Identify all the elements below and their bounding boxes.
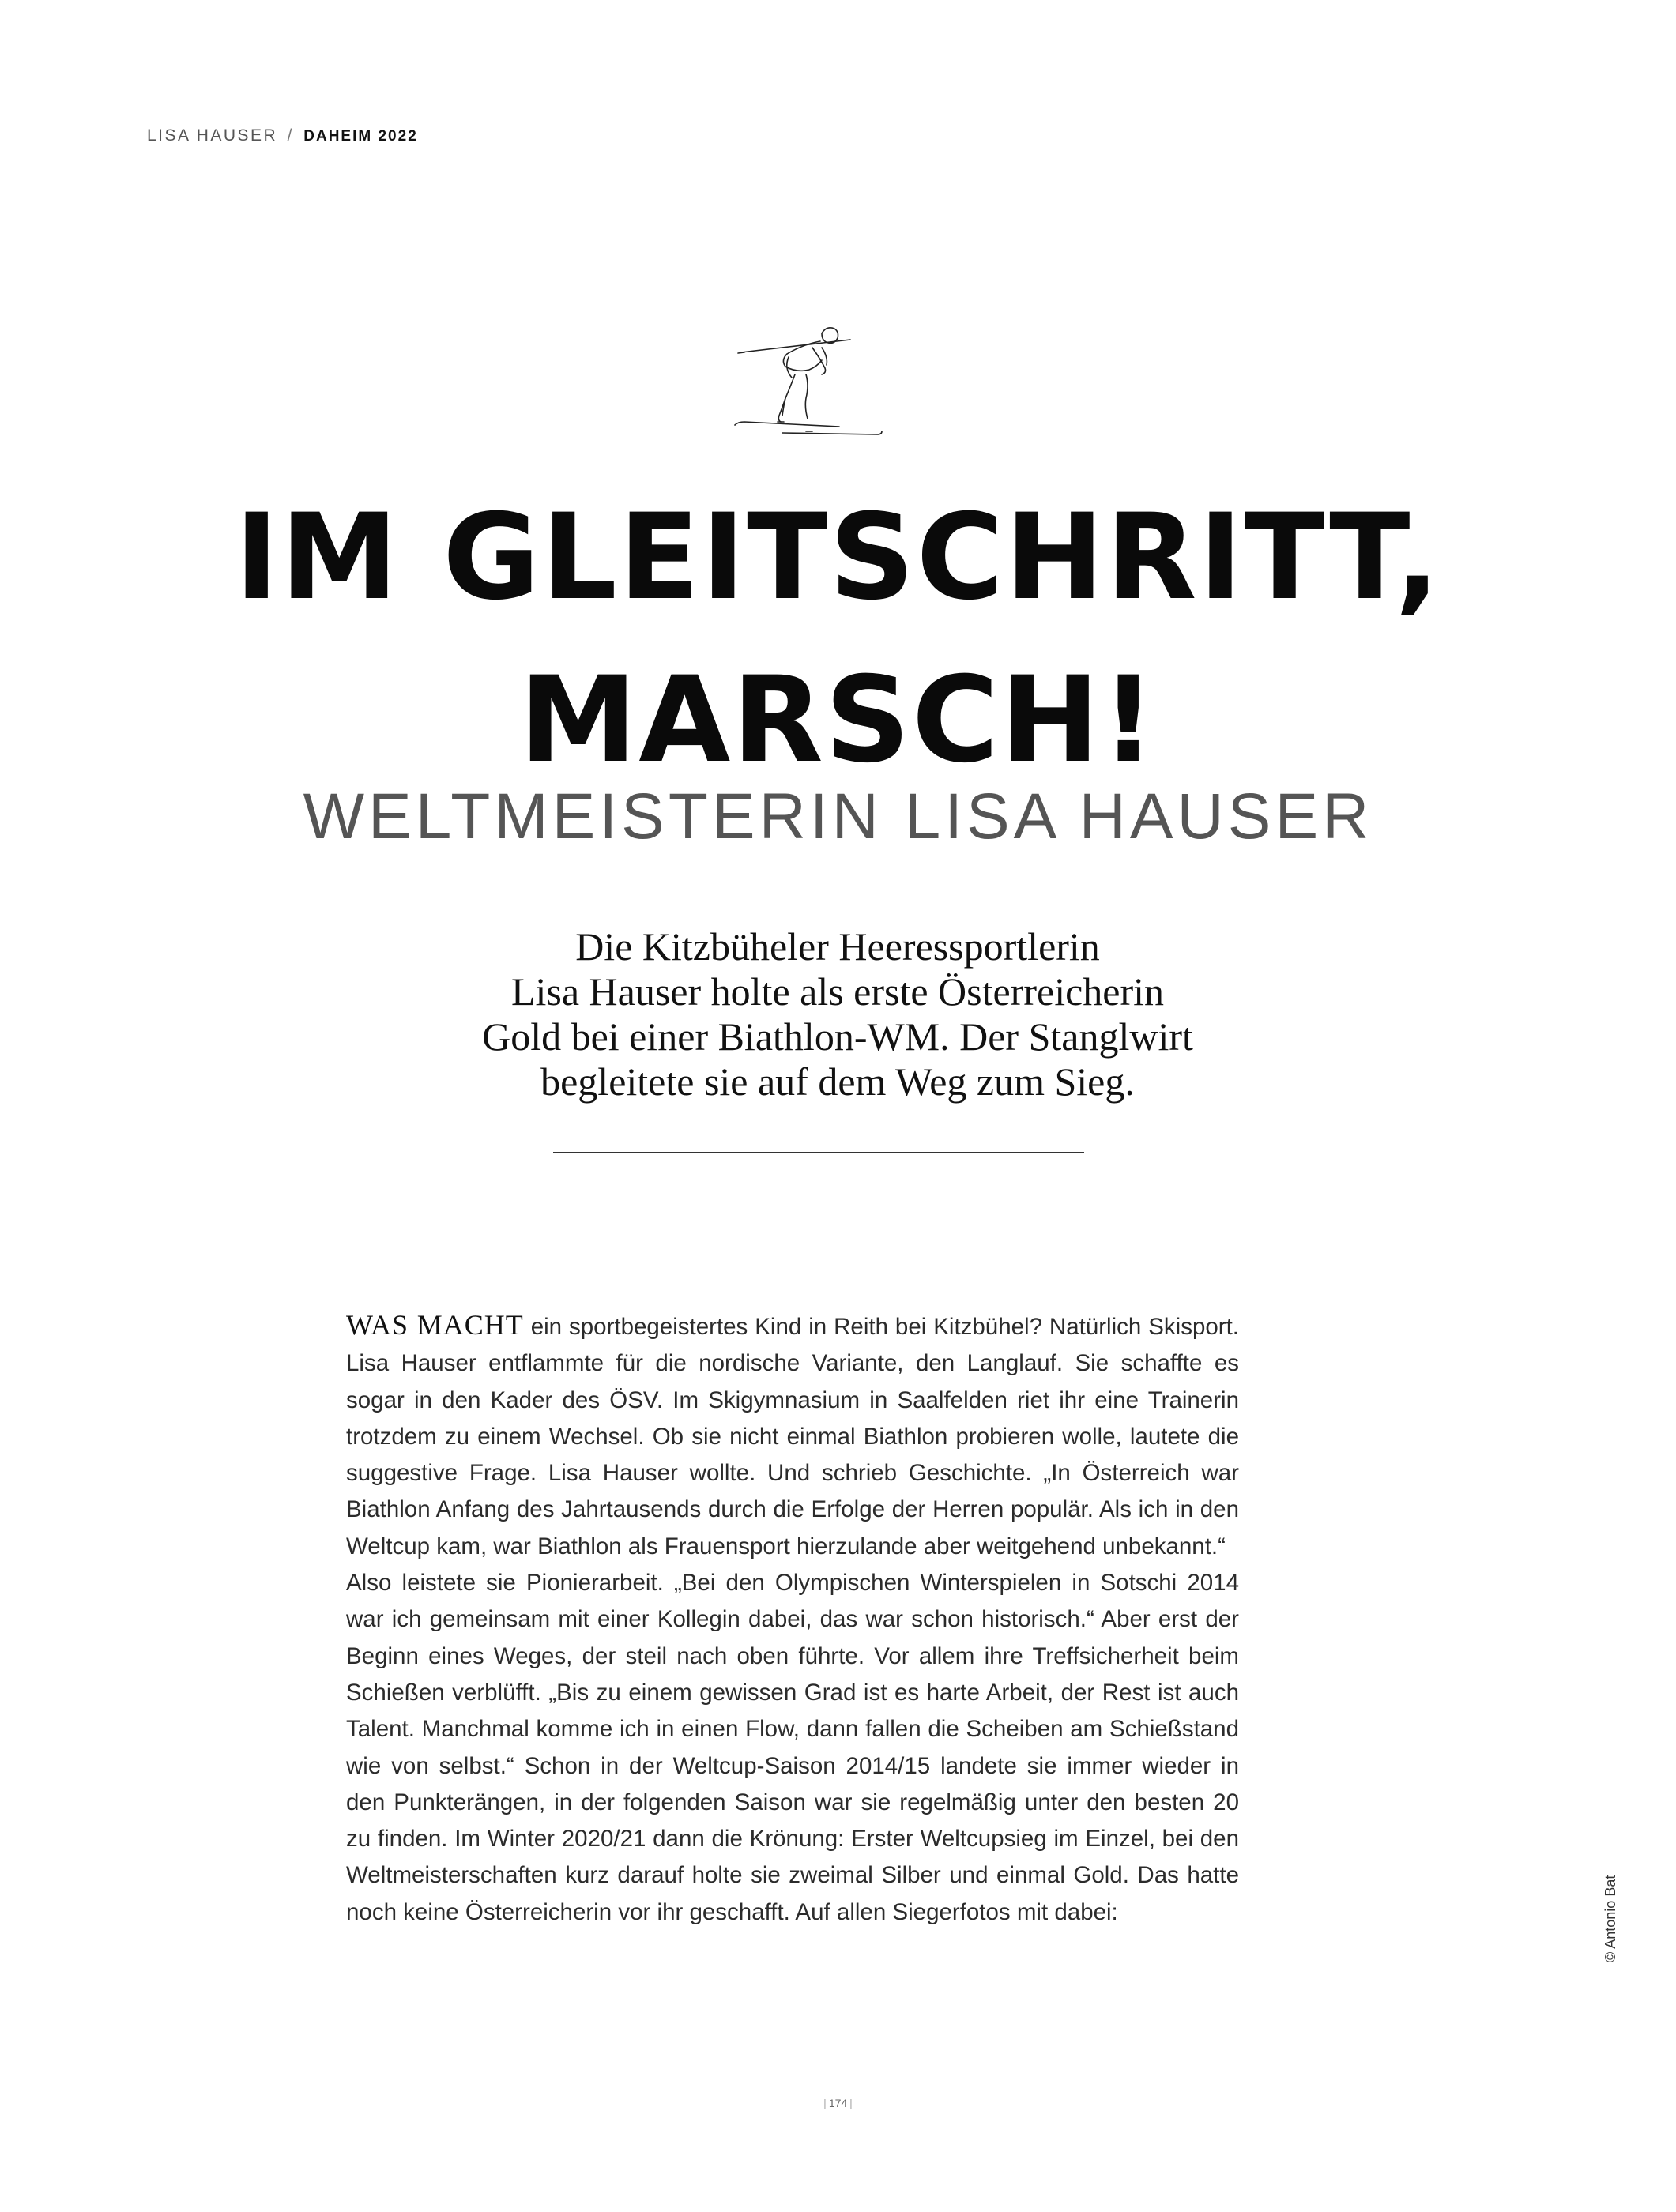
lead-line: begleitete sie auf dem Weg zum Sieg. [540, 1059, 1135, 1104]
biathlete-icon [733, 316, 883, 442]
body-paragraph-1-text: ein sportbegeistertes Kind in Reith bei Kitzbühel? Natürlich Skisport. Lisa Hauser entflammte für die nordische Variante, den Langlauf. Sie schaffte es sogar in den Kader des ÖSV. Im Skigymnasium in Saalfelden riet ihr eine Trainerin trotzdem zu einem Wechsel. Ob sie nicht einmal Biathlon probieren wolle, lautete die suggestive Frage. Lisa Hauser wollte. Und schrieb Geschichte. „In Österreich war Biathlon Anfang des Jahrtausends durch die Erfolge der Herren populär. Als ich in den Weltcup kam, war Biathlon als Frauensport hierzulande aber weitgehend unbekannt.“ [346, 1314, 1240, 1559]
page-number: | 174 | [823, 2097, 853, 2109]
article-lead [363, 924, 1312, 1104]
lead-line: Gold bei einer Biathlon-WM. Der Stanglwirt [482, 1014, 1193, 1059]
running-head [147, 126, 418, 145]
photo-credit: © Antonio Bat [1603, 1875, 1618, 1962]
article-subtitle: WELTMEISTERIN LISA HAUSER [303, 781, 1373, 852]
body-paragraph [346, 1307, 1239, 1565]
running-head-separator: / [287, 126, 294, 145]
lead-line: Die Kitzbüheler Heeressportlerin [575, 924, 1100, 969]
divider-rule [553, 1152, 1084, 1153]
lead-line: Lisa Hauser holte als erste Österreicherin [510, 969, 1165, 1014]
article-title-line-2: MARSCH! [519, 652, 1157, 789]
body-lead-in: WAS MACHT [346, 1309, 524, 1341]
article-body [346, 1307, 1239, 1931]
running-head-publication: DAHEIM 2022 [303, 128, 418, 145]
page-number-value: 174 [828, 2097, 848, 2109]
running-head-author: LISA HAUSER [147, 126, 278, 145]
body-paragraph: Also leistete sie Pionierarbeit. „Bei den Olympischen Winterspielen in Sotschi 2014 war ich gemeinsam mit einer Kollegin dabei, das war schon historisch.“ Aber erst der Beginn eines Weges, der steil nach oben führte. Vor allem ihre Treffsicherheit beim Schießen verblüfft. „Bis zu einem gewissen Grad ist es harte Arbeit, der Rest ist auch Talent. Manchmal komme ich in einen Flow, dann fallen die Scheiben am Schießstand wie von selbst.“ Schon in der Weltcup-Saison 2014/15 landete sie immer wieder in den Punkterängen, in der folgenden Saison war sie regelmäßig unter den besten 20 zu finden. Im Winter 2020/21 dann die Krönung: Erster Weltcupsieg im Einzel, bei den Weltmeisterschaften kurz darauf holte sie zweimal Silber und einmal Gold. Das hatte noch keine Österreicherin vor ihr geschafft. Auf allen Siegerfotos mit dabei: [346, 1570, 1239, 1925]
article-title-line-1: IM GLEITSCHRITT, [234, 489, 1442, 626]
